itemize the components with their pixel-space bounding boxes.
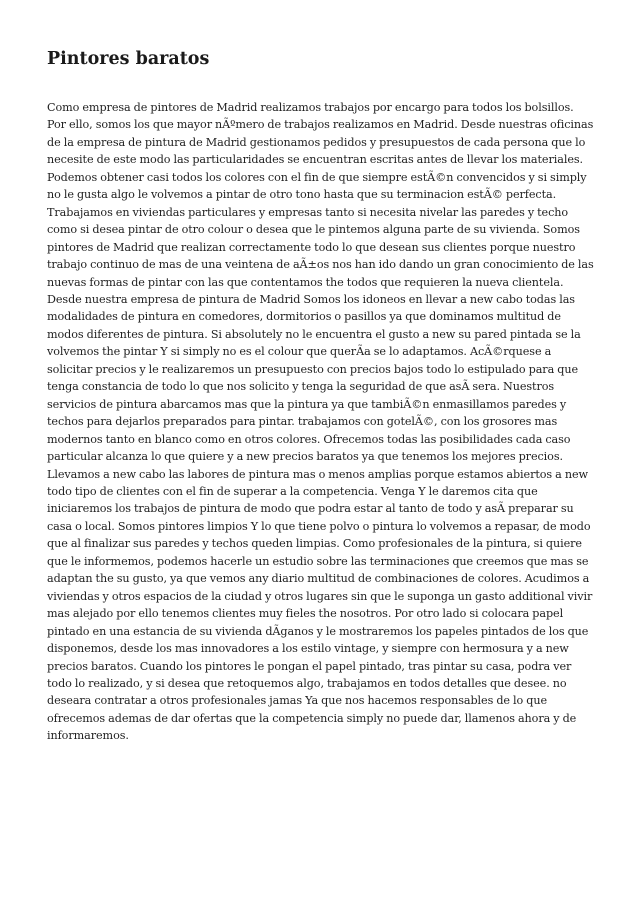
document-body-text: Como empresa de pintores de Madrid realizamos trabajos por encargo para todos los bolsillos. Por ello, somos los que mayor nÃºmero de trabajos realizamos en Madrid. Desde nuestras oficinas de la empresa de pintura de Madrid gestionamos pedidos y presupuestos de cada persona que lo necesite de este modo las particularidades se encuentran escritas antes de llevar los materiales. Podemos obtener casi todos los colores con el fin de que siempre estÃ©n convencidos y si simply no le gusta algo le volvemos a pintar de otro tono hasta que su terminacion estÃ© perfecta. Trabajamos en viviendas particulares y empresas tanto si necesita nivelar las paredes y techo como si desea pintar de otro colour o desea que le pintemos alguna parte de su vivienda. Somos pintores de Madrid que realizan correctamente todo lo que desean sus clientes porque nuestro trabajo continuo de mas de una veintena de aÃ±os nos han ido dando un gran conocimiento de las nuevas formas de pintar con las que contentamos the todos que requieren la nueva clientela. Desde nuestra empresa de pintura de Madrid Somos los idoneos en llevar a new cabo todas las modalidades de pintura en comedores, dormitorios o pasillos ya que dominamos multitud de modos diferentes de pintura. Si absolutely no le encuentra el gusto a new su pared pintada se la volvemos the pintar Y si simply no es el colour que querÃa se lo adaptamos. AcÃ©rquese a solicitar precios y le realizaremos un presupuesto con precios bajos todo lo estipulado para que tenga constancia de todo lo que nos solicito y tenga la seguridad de que asÃ sera. Nuestros servicios de pintura abarcamos mas que la pintura ya que tambiÃ©n enmasillamos paredes y techos para dejarlos preparados para pintar. trabajamos con gotelÃ©, con los grosores mas modernos tanto en blanco como en otros colores. Ofrecemos todas las posibilidades cada caso particular alcanza lo que quiere y a new precios baratos ya que tenemos los mejores precios. Llevamos a new cabo las labores de pintura mas o menos amplias porque estamos abiertos a new todo tipo de clientes con el fin de superar a la competencia. Venga Y le daremos cita que iniciaremos los trabajos de pintura de modo que podra estar al tanto de todo y asÃ preparar su casa o local. Somos pintores limpios Y lo que tiene polvo o pintura lo volvemos a repasar, de modo que al finalizar sus paredes y techos queden limpias. Como profesionales de la pintura, si quiere que le informemos, podemos hacerle un estudio sobre las terminaciones que creemos que mas se adaptan the su gusto, ya que vemos any diario multitud de combinaciones de colores. Acudimos a viviendas y otros espacios de la ciudad y otros lugares sin que le suponga un gasto additional vivir mas alejado por ello tenemos clientes muy fieles the nosotros. Por otro lado si colocara papel pintado en una estancia de su vivienda dÃganos y le mostraremos los papeles pintados de los que disponemos, desde los mas innovadores a los estilo vintage, y siempre con hermosura y a new precios baratos. Cuando los pintores le pongan el papel pintado, tras pintar su casa, podra ver todo lo realizado, y si desea que retoquemos algo, trabajamos en todos detalles que desee. no deseara contratar a otros profesionales jamas Ya que nos hacemos responsables de lo que ofrecemos ademas de dar ofertas que la competencia simply no puede dar, llamenos ahora y de informaremos. <box>47 101 594 743</box>
document-page <box>47 46 595 745</box>
document-title: Pintores baratos <box>47 49 210 69</box>
